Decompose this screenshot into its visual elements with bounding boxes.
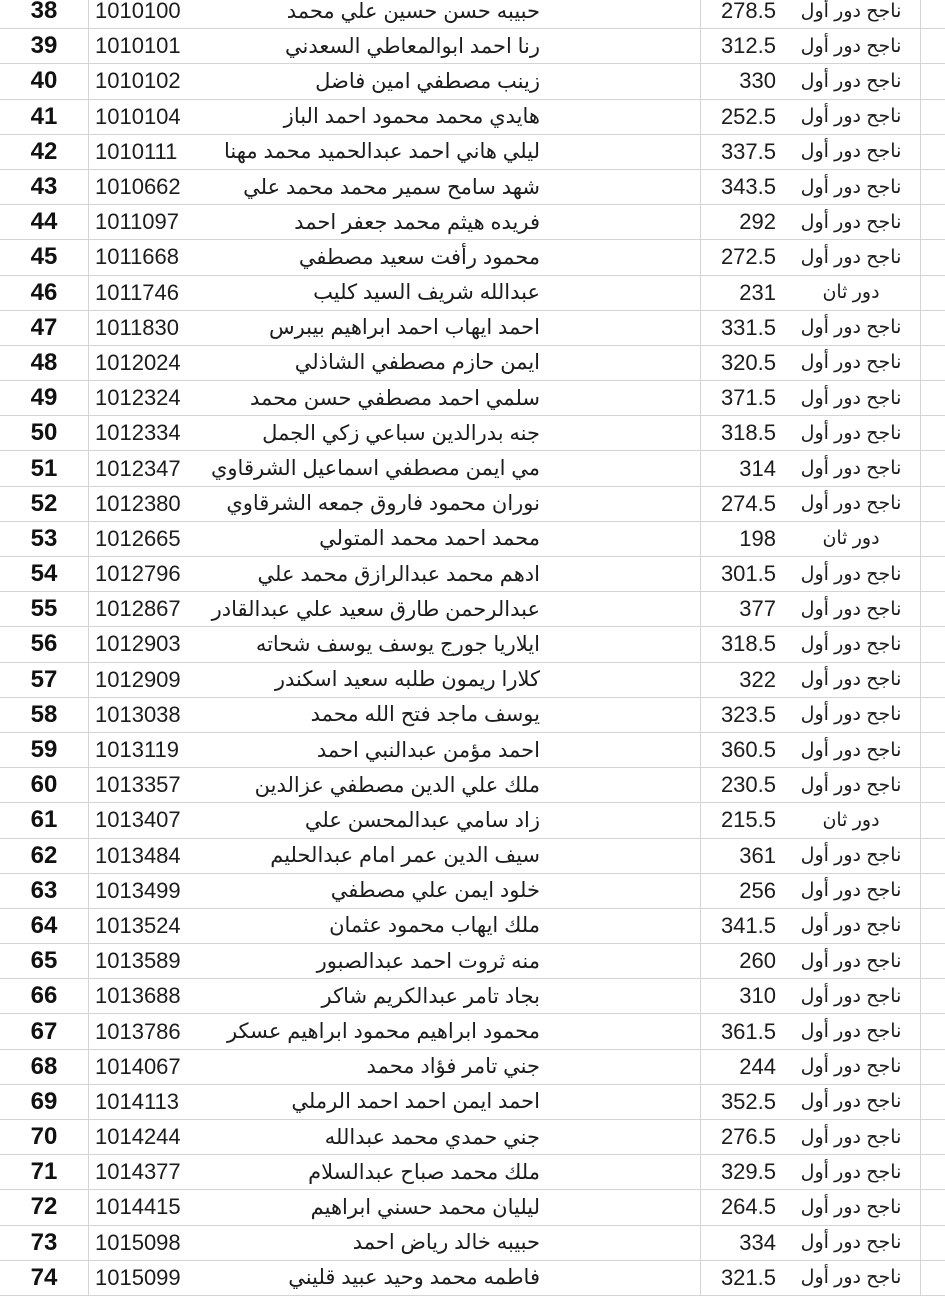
table-row[interactable] bbox=[0, 451, 945, 486]
row-number-cell[interactable]: 66 bbox=[30, 982, 58, 1010]
row-number-cell[interactable]: 42 bbox=[30, 137, 58, 165]
status-cell[interactable]: دور ثان bbox=[822, 809, 880, 831]
seat-number-cell[interactable]: 1010104 bbox=[88, 100, 204, 134]
score-cell[interactable]: 318.5 bbox=[700, 627, 778, 661]
student-name-cell[interactable]: فريده هيثم محمد جعفر احمد bbox=[294, 210, 540, 234]
table-row[interactable] bbox=[0, 874, 945, 909]
empty-cell[interactable] bbox=[920, 663, 945, 697]
row-number-cell[interactable]: 65 bbox=[30, 947, 58, 975]
table-row[interactable] bbox=[0, 557, 945, 592]
status-cell[interactable]: ناجح دور أول bbox=[800, 458, 902, 480]
row-number-cell[interactable]: 41 bbox=[30, 102, 58, 130]
status-cell[interactable]: ناجح دور أول bbox=[800, 1091, 902, 1113]
empty-cell[interactable] bbox=[920, 311, 945, 345]
student-name-cell[interactable]: بجاد تامر عبدالكريم شاكر bbox=[321, 984, 540, 1008]
status-cell[interactable]: ناجح دور أول bbox=[800, 1232, 902, 1254]
row-number-cell[interactable]: 72 bbox=[30, 1193, 58, 1221]
student-name-cell[interactable]: ليليان محمد حسني ابراهيم bbox=[310, 1195, 540, 1219]
seat-number-cell[interactable]: 1011830 bbox=[88, 311, 204, 345]
seat-number-cell[interactable]: 1011746 bbox=[88, 276, 204, 310]
row-number-cell[interactable]: 39 bbox=[30, 32, 58, 60]
row-number-cell[interactable]: 52 bbox=[30, 489, 58, 517]
student-name-cell[interactable]: محمود رأفت سعيد مصطفي bbox=[298, 245, 540, 269]
row-number-cell[interactable]: 43 bbox=[30, 173, 58, 201]
seat-number-cell[interactable]: 1013119 bbox=[88, 733, 204, 767]
empty-cell[interactable] bbox=[920, 487, 945, 521]
empty-cell[interactable] bbox=[920, 627, 945, 661]
empty-cell[interactable] bbox=[920, 276, 945, 310]
seat-number-cell[interactable]: 1012347 bbox=[88, 451, 204, 485]
seat-number-cell[interactable]: 1011668 bbox=[88, 240, 204, 274]
score-cell[interactable]: 278.5 bbox=[700, 0, 778, 28]
row-number-cell[interactable]: 57 bbox=[30, 665, 58, 693]
score-cell[interactable]: 198 bbox=[700, 522, 778, 556]
seat-number-cell[interactable]: 1010662 bbox=[88, 170, 204, 204]
score-cell[interactable]: 272.5 bbox=[700, 240, 778, 274]
seat-number-cell[interactable]: 1010102 bbox=[88, 64, 204, 98]
score-cell[interactable]: 343.5 bbox=[700, 170, 778, 204]
score-cell[interactable]: 292 bbox=[700, 205, 778, 239]
score-cell[interactable]: 334 bbox=[700, 1226, 778, 1260]
student-name-cell[interactable]: مي ايمن مصطفي اسماعيل الشرقاوي bbox=[210, 457, 540, 481]
score-cell[interactable]: 320.5 bbox=[700, 346, 778, 380]
score-cell[interactable]: 260 bbox=[700, 944, 778, 978]
score-cell[interactable]: 301.5 bbox=[700, 557, 778, 591]
status-cell[interactable]: دور ثان bbox=[822, 528, 880, 550]
student-name-cell[interactable]: ايلاريا جورج يوسف يوسف شحاته bbox=[255, 632, 540, 656]
row-number-cell[interactable]: 64 bbox=[30, 911, 58, 939]
empty-cell[interactable] bbox=[920, 1155, 945, 1189]
table-row[interactable] bbox=[0, 205, 945, 240]
status-cell[interactable]: ناجح دور أول bbox=[800, 704, 902, 726]
student-name-cell[interactable]: منه ثروت احمد عبدالصبور bbox=[316, 949, 540, 973]
empty-cell[interactable] bbox=[920, 1050, 945, 1084]
row-number-cell[interactable]: 61 bbox=[30, 806, 58, 834]
student-name-cell[interactable]: احمد مؤمن عبدالنبي احمد bbox=[316, 738, 540, 762]
status-cell[interactable]: ناجح دور أول bbox=[800, 1161, 902, 1183]
row-number-cell[interactable]: 74 bbox=[30, 1263, 58, 1291]
student-name-cell[interactable]: محمد احمد محمد المتولي bbox=[319, 527, 540, 551]
table-row[interactable] bbox=[0, 416, 945, 451]
score-cell[interactable]: 361.5 bbox=[700, 1014, 778, 1048]
student-name-cell[interactable]: نوران محمود فاروق جمعه الشرقاوي bbox=[226, 492, 540, 516]
empty-cell[interactable] bbox=[920, 381, 945, 415]
empty-cell[interactable] bbox=[920, 733, 945, 767]
empty-cell[interactable] bbox=[920, 1226, 945, 1260]
row-number-cell[interactable]: 73 bbox=[30, 1228, 58, 1256]
row-number-cell[interactable]: 62 bbox=[30, 841, 58, 869]
seat-number-cell[interactable]: 1011097 bbox=[88, 205, 204, 239]
score-cell[interactable]: 312.5 bbox=[700, 29, 778, 63]
status-cell[interactable]: ناجح دور أول bbox=[800, 0, 902, 22]
score-cell[interactable]: 274.5 bbox=[700, 487, 778, 521]
row-number-cell[interactable]: 50 bbox=[30, 419, 58, 447]
row-number-cell[interactable]: 67 bbox=[30, 1017, 58, 1045]
seat-number-cell[interactable]: 1014113 bbox=[88, 1085, 204, 1119]
status-cell[interactable]: ناجح دور أول bbox=[800, 563, 902, 585]
student-name-cell[interactable]: زينب مصطفي امين فاضل bbox=[315, 69, 540, 93]
empty-cell[interactable] bbox=[920, 768, 945, 802]
score-cell[interactable]: 318.5 bbox=[700, 416, 778, 450]
table-row[interactable] bbox=[0, 1261, 945, 1296]
table-row[interactable] bbox=[0, 100, 945, 135]
row-number-cell[interactable]: 38 bbox=[30, 0, 58, 25]
row-number-cell[interactable]: 45 bbox=[30, 243, 58, 271]
score-cell[interactable]: 264.5 bbox=[700, 1190, 778, 1224]
score-cell[interactable]: 341.5 bbox=[700, 909, 778, 943]
score-cell[interactable]: 310 bbox=[700, 979, 778, 1013]
student-name-cell[interactable]: ليلي هاني احمد عبدالحميد محمد مهنا bbox=[224, 140, 540, 164]
row-number-cell[interactable]: 71 bbox=[30, 1158, 58, 1186]
table-row[interactable] bbox=[0, 1155, 945, 1190]
status-cell[interactable]: ناجح دور أول bbox=[800, 1056, 902, 1078]
empty-cell[interactable] bbox=[920, 170, 945, 204]
status-cell[interactable]: ناجح دور أول bbox=[800, 1196, 902, 1218]
score-cell[interactable]: 377 bbox=[700, 592, 778, 626]
empty-cell[interactable] bbox=[920, 909, 945, 943]
table-row[interactable] bbox=[0, 979, 945, 1014]
status-cell[interactable]: ناجح دور أول bbox=[800, 633, 902, 655]
seat-number-cell[interactable]: 1013524 bbox=[88, 909, 204, 943]
seat-number-cell[interactable]: 1013499 bbox=[88, 874, 204, 908]
seat-number-cell[interactable]: 1012796 bbox=[88, 557, 204, 591]
row-number-cell[interactable]: 53 bbox=[30, 524, 58, 552]
empty-cell[interactable] bbox=[920, 803, 945, 837]
table-row[interactable] bbox=[0, 803, 945, 838]
status-cell[interactable]: ناجح دور أول bbox=[800, 70, 902, 92]
student-name-cell[interactable]: احمد ايهاب احمد ابراهيم بيبرس bbox=[268, 316, 540, 340]
status-cell[interactable]: ناجح دور أول bbox=[800, 387, 902, 409]
student-name-cell[interactable]: ملك ايهاب محمود عثمان bbox=[329, 914, 540, 938]
score-cell[interactable]: 314 bbox=[700, 451, 778, 485]
empty-cell[interactable] bbox=[920, 346, 945, 380]
table-row[interactable] bbox=[0, 381, 945, 416]
table-row[interactable] bbox=[0, 698, 945, 733]
empty-cell[interactable] bbox=[920, 698, 945, 732]
row-number-cell[interactable]: 56 bbox=[30, 630, 58, 658]
seat-number-cell[interactable]: 1013407 bbox=[88, 803, 204, 837]
row-number-cell[interactable]: 44 bbox=[30, 208, 58, 236]
status-cell[interactable]: ناجح دور أول bbox=[800, 774, 902, 796]
status-cell[interactable]: ناجح دور أول bbox=[800, 915, 902, 937]
empty-cell[interactable] bbox=[920, 944, 945, 978]
row-number-cell[interactable]: 49 bbox=[30, 384, 58, 412]
empty-cell[interactable] bbox=[920, 29, 945, 63]
status-cell[interactable]: ناجح دور أول bbox=[800, 35, 902, 57]
seat-number-cell[interactable]: 1014067 bbox=[88, 1050, 204, 1084]
table-row[interactable] bbox=[0, 1014, 945, 1049]
seat-number-cell[interactable]: 1010100 bbox=[88, 0, 204, 28]
seat-number-cell[interactable]: 1012334 bbox=[88, 416, 204, 450]
status-cell[interactable]: ناجح دور أول bbox=[800, 1267, 902, 1289]
status-cell[interactable]: ناجح دور أول bbox=[800, 317, 902, 339]
seat-number-cell[interactable]: 1014415 bbox=[88, 1190, 204, 1224]
seat-number-cell[interactable]: 1012380 bbox=[88, 487, 204, 521]
row-number-cell[interactable]: 69 bbox=[30, 1087, 58, 1115]
table-row[interactable] bbox=[0, 170, 945, 205]
score-cell[interactable]: 352.5 bbox=[700, 1085, 778, 1119]
row-number-cell[interactable]: 70 bbox=[30, 1123, 58, 1151]
seat-number-cell[interactable]: 1013688 bbox=[88, 979, 204, 1013]
status-cell[interactable]: ناجح دور أول bbox=[800, 246, 902, 268]
student-name-cell[interactable]: محمود ابراهيم محمود ابراهيم عسكر bbox=[226, 1020, 540, 1044]
row-number-cell[interactable]: 59 bbox=[30, 736, 58, 764]
student-name-cell[interactable]: حبيبه خالد رياض احمد bbox=[352, 1231, 540, 1255]
table-row[interactable] bbox=[0, 1120, 945, 1155]
student-name-cell[interactable]: ملك علي الدين مصطفي عزالدين bbox=[254, 773, 540, 797]
empty-cell[interactable] bbox=[920, 839, 945, 873]
score-cell[interactable]: 331.5 bbox=[700, 311, 778, 345]
seat-number-cell[interactable]: 1013357 bbox=[88, 768, 204, 802]
status-cell[interactable]: ناجح دور أول bbox=[800, 422, 902, 444]
seat-number-cell[interactable]: 1010101 bbox=[88, 29, 204, 63]
empty-cell[interactable] bbox=[920, 135, 945, 169]
empty-cell[interactable] bbox=[920, 1085, 945, 1119]
seat-number-cell[interactable]: 1012903 bbox=[88, 627, 204, 661]
score-cell[interactable]: 321.5 bbox=[700, 1261, 778, 1295]
table-row[interactable] bbox=[0, 663, 945, 698]
score-cell[interactable]: 360.5 bbox=[700, 733, 778, 767]
student-name-cell[interactable]: حبيبه حسن حسين علي محمد bbox=[286, 0, 540, 23]
student-name-cell[interactable]: سيف الدين عمر امام عبدالحليم bbox=[270, 844, 540, 868]
status-cell[interactable]: ناجح دور أول bbox=[800, 669, 902, 691]
score-cell[interactable]: 244 bbox=[700, 1050, 778, 1084]
row-number-cell[interactable]: 47 bbox=[30, 313, 58, 341]
score-cell[interactable]: 330 bbox=[700, 64, 778, 98]
empty-cell[interactable] bbox=[920, 205, 945, 239]
status-cell[interactable]: ناجح دور أول bbox=[800, 1021, 902, 1043]
table-row[interactable] bbox=[0, 240, 945, 275]
table-row[interactable] bbox=[0, 346, 945, 381]
status-cell[interactable]: ناجح دور أول bbox=[800, 176, 902, 198]
student-name-cell[interactable]: رنا احمد ابوالمعاطي السعدني bbox=[285, 34, 540, 58]
student-name-cell[interactable]: جنه بدرالدين سباعي زكي الجمل bbox=[262, 421, 540, 445]
status-cell[interactable]: ناجح دور أول bbox=[800, 845, 902, 867]
empty-cell[interactable] bbox=[920, 874, 945, 908]
score-cell[interactable]: 256 bbox=[700, 874, 778, 908]
status-cell[interactable]: ناجح دور أول bbox=[800, 141, 902, 163]
table-row[interactable] bbox=[0, 29, 945, 64]
empty-cell[interactable] bbox=[920, 0, 945, 28]
empty-cell[interactable] bbox=[920, 1014, 945, 1048]
row-number-cell[interactable]: 46 bbox=[30, 278, 58, 306]
seat-number-cell[interactable]: 1012024 bbox=[88, 346, 204, 380]
student-name-cell[interactable]: ادهم محمد عبدالرازق محمد علي bbox=[257, 562, 540, 586]
student-name-cell[interactable]: عبدالله شريف السيد كليب bbox=[313, 281, 540, 305]
status-cell[interactable]: ناجح دور أول bbox=[800, 950, 902, 972]
table-row[interactable] bbox=[0, 592, 945, 627]
score-cell[interactable]: 215.5 bbox=[700, 803, 778, 837]
empty-cell[interactable] bbox=[920, 1261, 945, 1295]
score-cell[interactable]: 337.5 bbox=[700, 135, 778, 169]
status-cell[interactable]: ناجح دور أول bbox=[800, 1126, 902, 1148]
status-cell[interactable]: ناجح دور أول bbox=[800, 598, 902, 620]
row-number-cell[interactable]: 51 bbox=[30, 454, 58, 482]
student-name-cell[interactable]: جني تامر فؤاد محمد bbox=[366, 1055, 540, 1079]
status-cell[interactable]: ناجح دور أول bbox=[800, 880, 902, 902]
empty-cell[interactable] bbox=[920, 451, 945, 485]
table-row[interactable] bbox=[0, 311, 945, 346]
table-row[interactable] bbox=[0, 768, 945, 803]
seat-number-cell[interactable]: 1015099 bbox=[88, 1261, 204, 1295]
score-cell[interactable]: 361 bbox=[700, 839, 778, 873]
table-row[interactable] bbox=[0, 1085, 945, 1120]
score-cell[interactable]: 371.5 bbox=[700, 381, 778, 415]
status-cell[interactable]: ناجح دور أول bbox=[800, 352, 902, 374]
table-row[interactable] bbox=[0, 522, 945, 557]
status-cell[interactable]: دور ثان bbox=[822, 282, 880, 304]
status-cell[interactable]: ناجح دور أول bbox=[800, 985, 902, 1007]
table-row[interactable] bbox=[0, 276, 945, 311]
table-row[interactable] bbox=[0, 487, 945, 522]
table-row[interactable] bbox=[0, 909, 945, 944]
student-name-cell[interactable]: فاطمه محمد وحيد عبيد قليني bbox=[288, 1266, 540, 1290]
row-number-cell[interactable]: 63 bbox=[30, 876, 58, 904]
empty-cell[interactable] bbox=[920, 1190, 945, 1224]
row-number-cell[interactable]: 60 bbox=[30, 771, 58, 799]
table-row[interactable] bbox=[0, 0, 945, 29]
empty-cell[interactable] bbox=[920, 100, 945, 134]
status-cell[interactable]: ناجح دور أول bbox=[800, 493, 902, 515]
row-number-cell[interactable]: 55 bbox=[30, 595, 58, 623]
empty-cell[interactable] bbox=[920, 979, 945, 1013]
score-cell[interactable]: 323.5 bbox=[700, 698, 778, 732]
row-number-cell[interactable]: 54 bbox=[30, 560, 58, 588]
table-row[interactable] bbox=[0, 839, 945, 874]
student-name-cell[interactable]: عبدالرحمن طارق سعيد علي عبدالقادر bbox=[211, 597, 540, 621]
status-cell[interactable]: ناجح دور أول bbox=[800, 739, 902, 761]
table-row[interactable] bbox=[0, 944, 945, 979]
score-cell[interactable]: 276.5 bbox=[700, 1120, 778, 1154]
seat-number-cell[interactable]: 1012665 bbox=[88, 522, 204, 556]
empty-cell[interactable] bbox=[920, 416, 945, 450]
row-number-cell[interactable]: 58 bbox=[30, 700, 58, 728]
seat-number-cell[interactable]: 1014377 bbox=[88, 1155, 204, 1189]
score-cell[interactable]: 230.5 bbox=[700, 768, 778, 802]
empty-cell[interactable] bbox=[920, 522, 945, 556]
seat-number-cell[interactable]: 1013484 bbox=[88, 839, 204, 873]
student-name-cell[interactable]: شهد سامح سمير محمد محمد علي bbox=[243, 175, 540, 199]
student-name-cell[interactable]: احمد ايمن احمد احمد الرملي bbox=[291, 1090, 540, 1114]
seat-number-cell[interactable]: 1015098 bbox=[88, 1226, 204, 1260]
seat-number-cell[interactable]: 1010111 bbox=[88, 135, 204, 169]
table-row[interactable] bbox=[0, 64, 945, 99]
score-cell[interactable]: 329.5 bbox=[700, 1155, 778, 1189]
student-name-cell[interactable]: يوسف ماجد فتح الله محمد bbox=[310, 703, 540, 727]
student-name-cell[interactable]: زاد سامي عبدالمحسن علي bbox=[304, 808, 540, 832]
student-name-cell[interactable]: ايمن حازم مصطفي الشاذلي bbox=[294, 351, 540, 375]
empty-cell[interactable] bbox=[920, 240, 945, 274]
seat-number-cell[interactable]: 1012324 bbox=[88, 381, 204, 415]
student-name-cell[interactable]: كلارا ريمون طلبه سعيد اسكندر bbox=[274, 668, 540, 692]
score-cell[interactable]: 231 bbox=[700, 276, 778, 310]
score-cell[interactable]: 252.5 bbox=[700, 100, 778, 134]
table-row[interactable] bbox=[0, 733, 945, 768]
student-name-cell[interactable]: هايدي محمد محمود احمد الباز bbox=[283, 105, 540, 129]
empty-cell[interactable] bbox=[920, 1120, 945, 1154]
student-name-cell[interactable]: خلود ايمن علي مصطفي bbox=[330, 879, 540, 903]
seat-number-cell[interactable]: 1012909 bbox=[88, 663, 204, 697]
empty-cell[interactable] bbox=[920, 557, 945, 591]
status-cell[interactable]: ناجح دور أول bbox=[800, 211, 902, 233]
row-number-cell[interactable]: 40 bbox=[30, 67, 58, 95]
table-row[interactable] bbox=[0, 135, 945, 170]
seat-number-cell[interactable]: 1013786 bbox=[88, 1014, 204, 1048]
empty-cell[interactable] bbox=[920, 592, 945, 626]
empty-cell[interactable] bbox=[920, 64, 945, 98]
score-cell[interactable]: 322 bbox=[700, 663, 778, 697]
student-name-cell[interactable]: سلمي احمد مصطفي حسن محمد bbox=[250, 386, 540, 410]
student-name-cell[interactable]: جني حمدي محمد عبدالله bbox=[324, 1125, 540, 1149]
seat-number-cell[interactable]: 1013038 bbox=[88, 698, 204, 732]
table-row[interactable] bbox=[0, 1226, 945, 1261]
seat-number-cell[interactable]: 1013589 bbox=[88, 944, 204, 978]
row-number-cell[interactable]: 68 bbox=[30, 1052, 58, 1080]
status-cell[interactable]: ناجح دور أول bbox=[800, 106, 902, 128]
seat-number-cell[interactable]: 1012867 bbox=[88, 592, 204, 626]
student-name-cell[interactable]: ملك محمد صباح عبدالسلام bbox=[308, 1160, 540, 1184]
table-row[interactable] bbox=[0, 1190, 945, 1225]
row-number-cell[interactable]: 48 bbox=[30, 348, 58, 376]
table-row[interactable] bbox=[0, 627, 945, 662]
seat-number-cell[interactable]: 1014244 bbox=[88, 1120, 204, 1154]
table-row[interactable] bbox=[0, 1050, 945, 1085]
